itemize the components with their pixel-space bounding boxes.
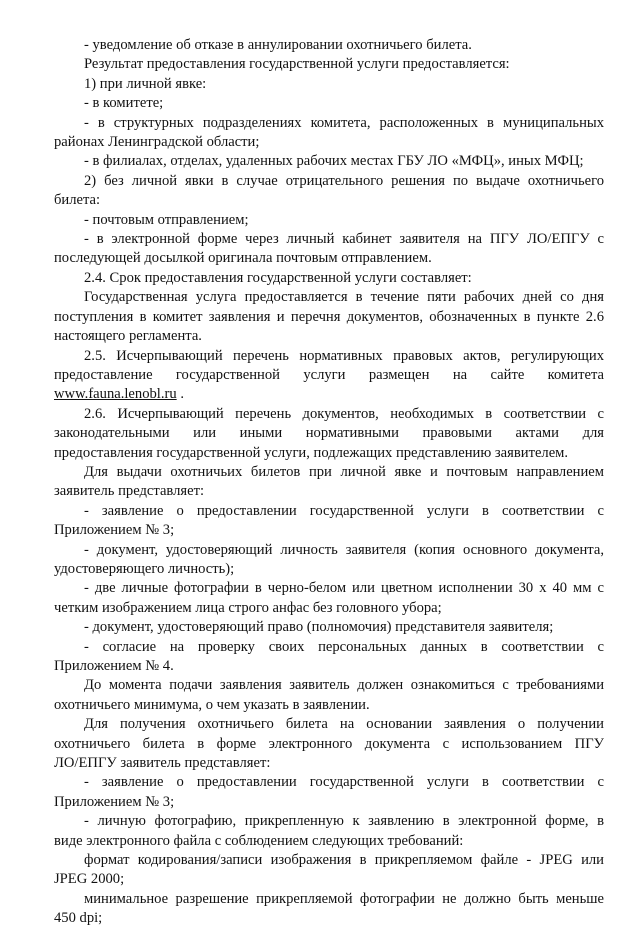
list-item-by-mail: - почтовым отправлением; — [84, 211, 249, 228]
text-line: - две личные фотографии в черно-белом или цветном исполнении 30 х 40 мм с — [84, 580, 604, 597]
text-line: ЛО/ЕПГУ заявитель представляет: — [54, 755, 271, 772]
list-item-identity-document — [54, 541, 604, 580]
text-line: 2.6. Исчерпывающий перечень документов, необходимых в соответствии с — [84, 405, 604, 422]
text-line: - документ, удостоверяющий личность заявителя (копия основного документа, — [84, 541, 604, 558]
text-line: Приложением № 4. — [54, 658, 174, 674]
text-line: законодательными или иными нормативными правовыми актами для — [54, 425, 604, 442]
requirement-min-resolution — [54, 890, 604, 929]
text-line: последующей досылкой оригинала почтовым отправлением. — [54, 250, 432, 267]
text-line: - личную фотографию, прикрепленную к заявлению в электронной форме, в — [84, 813, 604, 830]
list-item-application — [54, 502, 604, 541]
text-line: четким изображением лица строго анфас без головного убора; — [54, 599, 442, 616]
text-line: заявитель представляет: — [54, 483, 205, 500]
paragraph-result-delivery: Результат предоставления государственной услуги предоставляется: — [84, 56, 510, 73]
text-line: предоставление государственной услуги размещен на сайте комитета — [54, 366, 604, 383]
text-line: До момента подачи заявления заявитель должен ознакомиться с требованиями — [84, 677, 604, 694]
paragraph-electronic-application — [54, 715, 604, 773]
text-line: минимальное разрешение прикрепляемой фотографии не должно быть меньше — [84, 890, 604, 907]
paragraph-service-term — [54, 288, 604, 346]
text-line — [54, 385, 604, 404]
text-line: Для выдачи охотничьих билетов при личной явке и почтовым направлением — [84, 463, 604, 480]
list-item-electronic-form — [54, 230, 604, 269]
text-line: Приложением № 3; — [54, 522, 175, 539]
text-line: - согласие на проверку своих персональных данных в соответствии с — [84, 638, 604, 655]
committee-website-link[interactable]: www.fauna.lenobl.ru — [54, 386, 177, 403]
list-item-committee: - в комитете; — [84, 95, 164, 112]
text-line: - в электронной форме через личный кабинет заявителя на ПГУ ЛО/ЕПГУ с — [84, 231, 604, 248]
text-line: 450 dpi; — [54, 910, 103, 927]
list-item-in-person: 1) при личной явке: — [84, 75, 207, 92]
text-line: 2.5. Исчерпывающий перечень нормативных правовых актов, регулирующих — [84, 347, 604, 364]
text-line: 2) без личной явки в случае отрицательного решения по выдаче охотничьего — [84, 172, 604, 189]
requirement-file-format — [54, 851, 604, 890]
text-line: настоящего регламента. — [54, 328, 202, 345]
section-2-5 — [54, 347, 604, 405]
text-line: JPEG 2000; — [54, 871, 125, 888]
list-item-electronic-photo — [54, 812, 604, 851]
text-line: - заявление о предоставлении государственной услуги в соответствии с — [84, 502, 604, 519]
paragraph-hunting-minimum — [54, 676, 604, 715]
list-item-without-personal-visit — [54, 172, 604, 211]
paragraph-notice-annulment-refusal: - уведомление об отказе в аннулировании охотничьего билета. — [84, 37, 472, 53]
section-heading-2-4: 2.4. Срок предоставления государственной услуги составляет: — [84, 269, 472, 286]
text-line: районах Ленинградской области; — [54, 134, 260, 151]
list-item-photographs — [54, 579, 604, 618]
text-line: охотничьего билета в форме электронного документа с использованием ПГУ — [54, 735, 604, 752]
text-line: билета: — [54, 192, 101, 209]
text-line: удостоверяющего личность); — [54, 560, 235, 577]
text-line: - в структурных подразделениях комитета, расположенных в муниципальных — [84, 114, 604, 131]
text-line: Государственная услуга предоставляется в течение пяти рабочих дней со дня — [84, 289, 604, 306]
list-item-mfc-branches: - в филиалах, отделах, удаленных рабочих местах ГБУ ЛО «МФЦ», иных МФЦ; — [84, 153, 584, 170]
list-item-structural-divisions — [54, 114, 604, 153]
text-line: - заявление о предоставлении государственной услуги в соответствии с — [84, 774, 604, 791]
list-item-personal-data-consent — [54, 638, 604, 677]
text-line: виде электронного файла с соблюдением следующих требований: — [54, 832, 464, 849]
text-line: охотничьего минимума, о чем указать в заявлении. — [54, 696, 370, 713]
document-body — [54, 36, 604, 929]
text-line: Приложением № 3; — [54, 793, 175, 810]
list-item-electronic-application — [54, 773, 604, 812]
text-fragment: . — [176, 386, 184, 403]
text-line: формат кодирования/записи изображения в прикрепляемом файле - JPEG или — [84, 852, 604, 869]
text-line: поступления в комитет заявления и перечня документов, обозначенных в пункте 2.6 — [54, 308, 604, 325]
text-line: предоставления государственной услуги, подлежащих представлению заявителем. — [54, 444, 569, 461]
list-item-representative-authority: - документ, удостоверяющий право (полномочия) представителя заявителя; — [84, 619, 554, 636]
section-2-6 — [54, 405, 604, 463]
paragraph-personal-and-mail-docs — [54, 463, 604, 502]
text-line: Для получения охотничьего билета на основании заявления о получении — [84, 716, 604, 733]
